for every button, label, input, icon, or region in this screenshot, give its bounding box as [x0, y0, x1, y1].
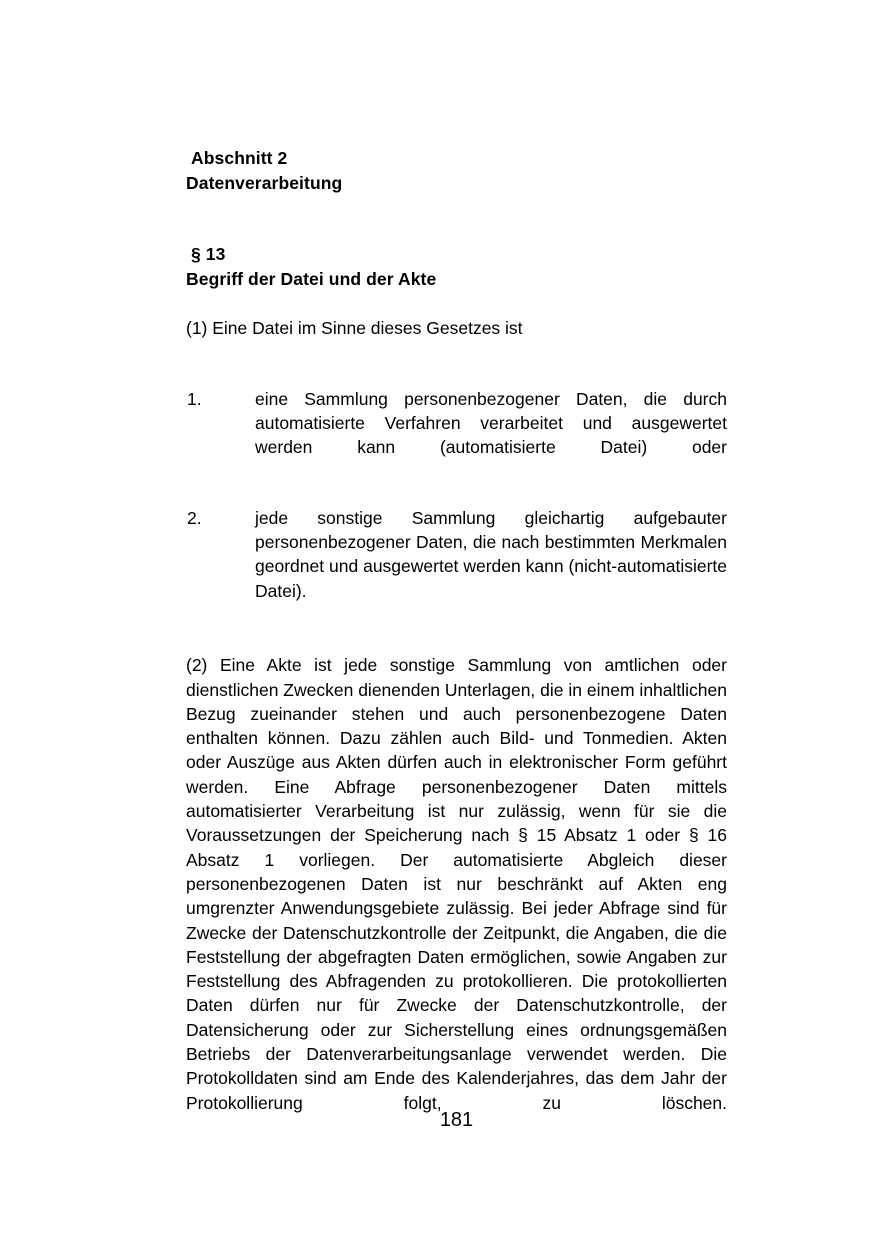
paragraph-heading-title: Begriff der Datei und der Akte: [186, 268, 437, 289]
spacer: [186, 484, 727, 506]
page-content: [186, 146, 727, 1139]
list-item-text: jede sonstige Sammlung gleichartig aufgebauter personenbezogener Daten, die nach bestimmten Merkmalen geordnet und ausgewertet werden kann (nicht-automatisierte Datei).: [255, 507, 727, 601]
list-item-marker: 2.: [187, 507, 202, 528]
spacer: [186, 195, 727, 242]
section-heading: [186, 146, 727, 195]
section-heading-number: Abschnitt 2: [191, 148, 288, 168]
list-item-marker: 1.: [187, 388, 202, 409]
list-item: [186, 387, 727, 484]
spacer: [186, 365, 727, 387]
list-item-text: eine Sammlung personenbezogener Daten, die durch automatisierte Verfahren verarbeitet und ausgewertet werden kann (automatisierte Datei) oder: [255, 388, 727, 458]
paragraph-heading-number: § 13: [191, 244, 226, 264]
page-number: 181: [439, 1109, 474, 1131]
absatz-1-intro: (1) Eine Datei im Sinne dieses Gesetzes ist: [186, 318, 523, 338]
list-item: [186, 506, 727, 627]
paragraph-heading: [186, 242, 727, 291]
absatz-2: (2) Eine Akte ist jede sonstige Sammlung von amtlichen oder dienstlichen Zwecken dienenden Unterlagen, die in einem inhaltlichen Bezug zueinander stehen und auch personenbezogene Daten enthalten können. Dazu zählen auch Bild- und Tonmedien. Akten oder Auszüge aus Akten dürfen auch in elektronischer Form geführt werden. Eine Abfrage personenbezogener Daten mittels automatisierter Verarbeitung ist nur zulässig, wenn für sie die Voraussetzungen der Speicherung nach § 15 Absatz 1 oder § 16 Absatz 1 vorliegen. Der automatisierte Abgleich dieser personenbezogenen Daten ist nur beschränkt auf Akten eng umgrenzter Anwendungsgebiete zulässig. Bei jeder Abfrage sind für Zwecke der Datenschutzkontrolle der Zeitpunkt, die Angaben, die die Feststellung der abgefragten Daten ermöglichen, sowie Angaben zur Feststellung des Abfragenden zu protokollieren. Die protokollierten Daten dürfen nur für Zwecke der Datenschutzkontrolle, der Datensicherung oder zur Sicherstellung eines ordnungsgemäßen Betriebs der Datenverarbeitungsanlage verwendet werden. Die Protokolldaten sind am Ende des Kalenderjahres, das dem Jahr der Protokollierung folgt, zu löschen.: [186, 655, 727, 1113]
spacer: [186, 627, 727, 653]
section-heading-title: Datenverarbeitung: [186, 172, 343, 193]
spacer: [186, 291, 727, 316]
